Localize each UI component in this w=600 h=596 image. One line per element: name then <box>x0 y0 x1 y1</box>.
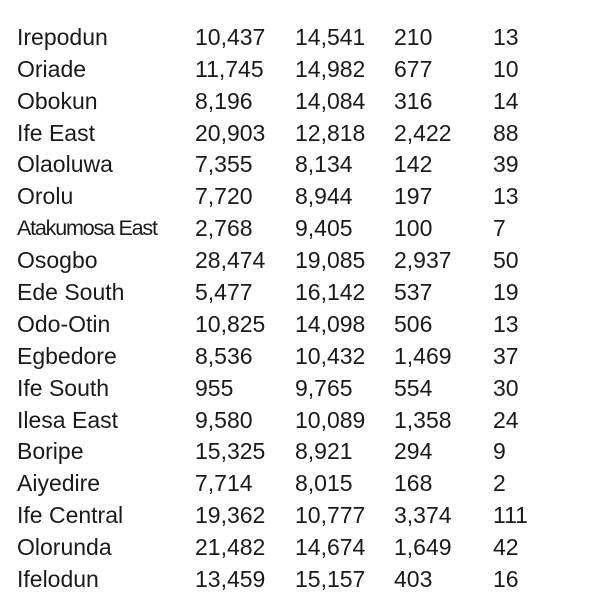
lga-name: Aiyedire <box>17 470 101 497</box>
value-col-1: 7,355 <box>195 151 253 178</box>
value-col-2: 10,432 <box>295 342 366 369</box>
lga-name: Oriade <box>17 55 87 82</box>
value-col-2: 14,084 <box>295 87 366 114</box>
value-col-4: 50 <box>493 247 519 274</box>
table-row <box>0 245 600 277</box>
table-row <box>0 309 600 341</box>
value-col-3: 2,422 <box>394 119 452 146</box>
value-col-1: 20,903 <box>195 119 266 146</box>
value-col-1: 15,325 <box>195 438 266 465</box>
value-col-1: 10,437 <box>195 23 266 50</box>
value-col-1: 7,714 <box>195 470 253 497</box>
value-col-4: 39 <box>493 151 519 178</box>
value-col-3: 1,358 <box>394 406 452 433</box>
lga-name: Osogbo <box>17 247 98 274</box>
value-col-1: 5,477 <box>195 279 253 306</box>
value-col-3: 554 <box>394 374 433 401</box>
lga-name: Boripe <box>17 438 84 465</box>
value-col-3: 100 <box>394 215 433 242</box>
value-col-4: 13 <box>493 310 519 337</box>
value-col-3: 506 <box>394 310 433 337</box>
value-col-3: 403 <box>394 566 433 593</box>
table-row <box>0 54 600 86</box>
value-col-3: 210 <box>394 23 433 50</box>
value-col-3: 142 <box>394 151 433 178</box>
value-col-1: 10,825 <box>195 310 266 337</box>
table-row <box>0 532 600 564</box>
value-col-3: 1,649 <box>394 534 452 561</box>
value-col-4: 7 <box>493 215 506 242</box>
table-row <box>0 405 600 437</box>
lga-name: Irepodun <box>17 23 108 50</box>
value-col-4: 14 <box>493 87 519 114</box>
value-col-1: 19,362 <box>195 502 266 529</box>
table-row <box>0 500 600 532</box>
table-row <box>0 277 600 309</box>
value-col-1: 21,482 <box>195 534 266 561</box>
value-col-3: 677 <box>394 55 433 82</box>
lga-name: Odo-Otin <box>17 310 111 337</box>
value-col-2: 8,134 <box>295 151 353 178</box>
value-col-4: 13 <box>493 183 519 210</box>
value-col-1: 8,196 <box>195 87 253 114</box>
lga-name: Ife South <box>17 374 110 401</box>
value-col-3: 197 <box>394 183 433 210</box>
value-col-2: 12,818 <box>295 119 366 146</box>
value-col-4: 9 <box>493 438 506 465</box>
value-col-1: 955 <box>195 374 234 401</box>
table-row <box>0 22 600 54</box>
lga-name: Atakumosa East <box>17 216 157 241</box>
value-col-3: 1,469 <box>394 342 452 369</box>
value-col-3: 2,937 <box>394 247 452 274</box>
table-row <box>0 181 600 213</box>
value-col-2: 14,674 <box>295 534 366 561</box>
value-col-1: 8,536 <box>195 342 253 369</box>
lga-name: Ife East <box>17 119 95 146</box>
value-col-3: 294 <box>394 438 433 465</box>
value-col-1: 9,580 <box>195 406 253 433</box>
value-col-1: 11,745 <box>195 55 264 82</box>
lga-name: Olorunda <box>17 534 112 561</box>
lga-name: Obokun <box>17 87 98 114</box>
table-row <box>0 373 600 405</box>
table-row <box>0 468 600 500</box>
value-col-4: 19 <box>493 279 519 306</box>
value-col-2: 14,541 <box>295 23 366 50</box>
value-col-3: 537 <box>394 279 433 306</box>
value-col-4: 2 <box>493 470 506 497</box>
lga-name: Egbedore <box>17 342 117 369</box>
value-col-2: 14,098 <box>295 310 366 337</box>
table-row <box>0 341 600 373</box>
lga-name: Ifelodun <box>17 566 99 593</box>
value-col-4: 42 <box>493 534 519 561</box>
value-col-2: 8,921 <box>295 438 353 465</box>
value-col-4: 88 <box>493 119 519 146</box>
value-col-2: 15,157 <box>295 566 366 593</box>
value-col-2: 8,015 <box>295 470 353 497</box>
value-col-1: 2,768 <box>195 215 253 242</box>
lga-name: Orolu <box>17 183 74 210</box>
table-row <box>0 564 600 596</box>
value-col-2: 16,142 <box>295 279 366 306</box>
value-col-3: 316 <box>394 87 433 114</box>
value-col-2: 19,085 <box>295 247 366 274</box>
value-col-2: 8,944 <box>295 183 353 210</box>
value-col-4: 13 <box>493 23 519 50</box>
table-row <box>0 149 600 181</box>
lga-name: Ede South <box>17 279 125 306</box>
value-col-4: 30 <box>493 374 519 401</box>
lga-name: Ife Central <box>17 502 124 529</box>
table-row <box>0 86 600 118</box>
value-col-4: 24 <box>493 406 519 433</box>
value-col-1: 28,474 <box>195 247 266 274</box>
value-col-2: 10,777 <box>295 502 366 529</box>
table-row <box>0 213 600 245</box>
value-col-4: 37 <box>493 342 519 369</box>
value-col-2: 9,765 <box>295 374 353 401</box>
value-col-2: 10,089 <box>295 406 366 433</box>
value-col-3: 168 <box>394 470 433 497</box>
table-row <box>0 118 600 150</box>
value-col-4: 10 <box>493 55 519 82</box>
lga-name: Ilesa East <box>17 406 118 433</box>
value-col-4: 16 <box>493 566 519 593</box>
value-col-2: 14,982 <box>295 55 366 82</box>
value-col-2: 9,405 <box>295 215 353 242</box>
value-col-3: 3,374 <box>394 502 452 529</box>
value-col-4: 111 <box>493 502 528 529</box>
table-row <box>0 0 600 22</box>
value-col-1: 13,459 <box>195 566 266 593</box>
lga-name: Olaoluwa <box>17 151 113 178</box>
table-row <box>0 436 600 468</box>
value-col-1: 7,720 <box>195 183 253 210</box>
